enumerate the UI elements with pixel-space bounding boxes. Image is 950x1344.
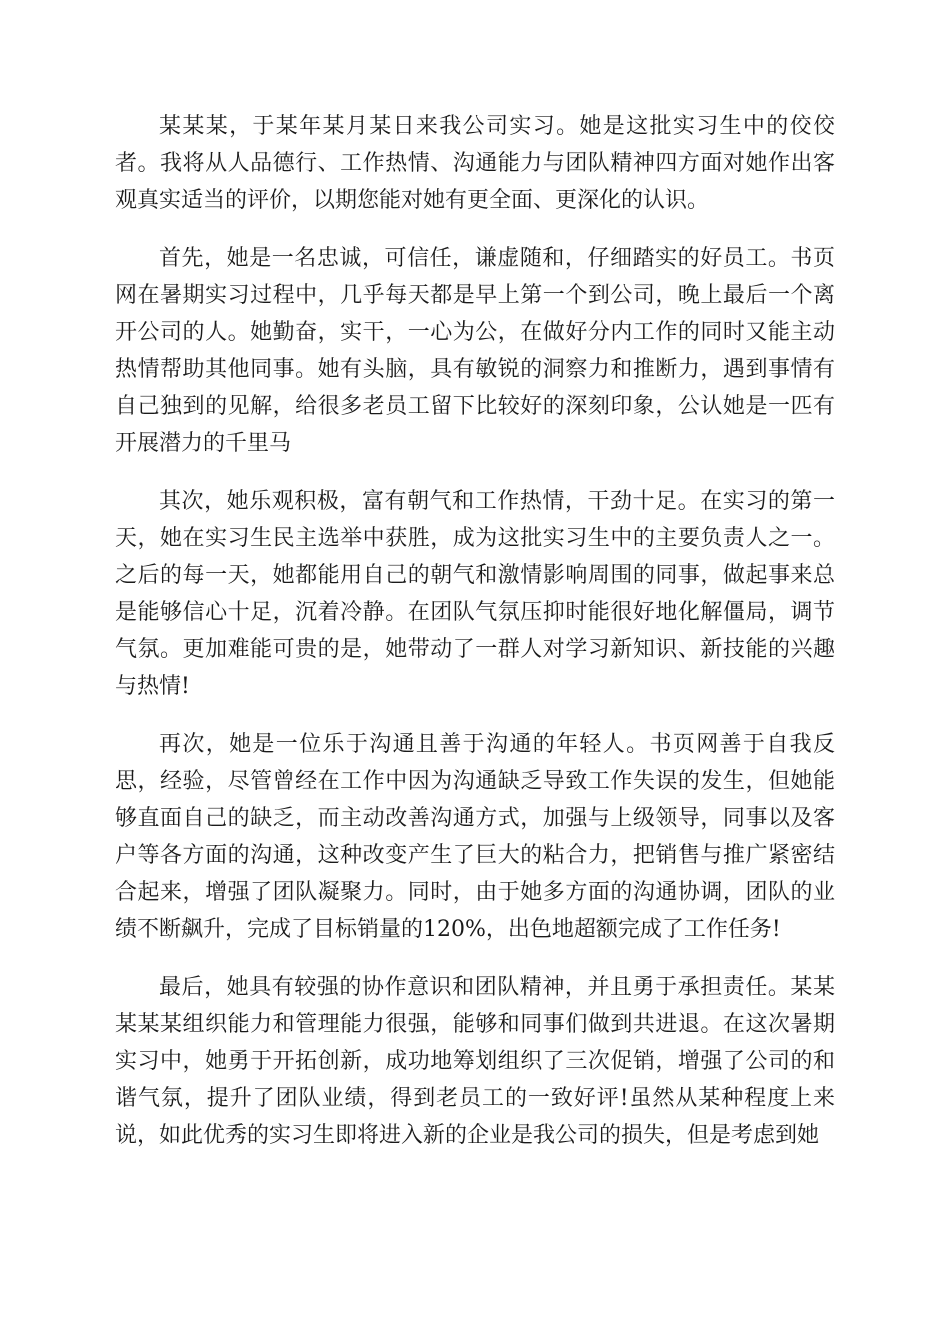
paragraph-second: 其次，她乐观积极，富有朝气和工作热情，干劲十足。在实习的第一天，她在实习生民主选举中获胜，成为这批实习生中的主要负责人之一。之后的每一天，她都能用自己的朝气和激情影响周围的同事，做起事来总是能够信心十足，沉着冷静。在团队气氛压抑时能很好地化解僵局，调节气氛。更加难能可贵的是，她带动了一群人对学习新知识、新技能的兴趣与热情! xyxy=(115,489,835,699)
paragraph-last: 最后，她具有较强的协作意识和团队精神，并且勇于承担责任。某某某某某组织能力和管理能力很强，能够和同事们做到共进退。在这次暑期实习中，她勇于开拓创新，成功地筹划组织了三次促销，增强了公司的和谐气氛，提升了团队业绩，得到老员工的一致好评!虽然从某种程度上来说，如此优秀的实习生即将进入新的企业是我公司的损失，但是考虑到她 xyxy=(115,975,835,1148)
paragraph-first: 首先，她是一名忠诚，可信任，谦虚随和，仔细踏实的好员工。书页网在暑期实习过程中，几乎每天都是早上第一个到公司，晚上最后一个离开公司的人。她勤奋，实干，一心为公，在做好分内工作的同时又能主动热情帮助其他同事。她有头脑，具有敏锐的洞察力和推断力，遇到事情有自己独到的见解，给很多老员工留下比较好的深刻印象，公认她是一匹有开展潜力的千里马 xyxy=(115,246,835,456)
paragraph-intro: 某某某，于某年某月某日来我公司实习。她是这批实习生中的佼佼者。我将从人品德行、工作热情、沟通能力与团队精神四方面对她作出客观真实适当的评价，以期您能对她有更全面、更深化的认识。 xyxy=(115,114,835,213)
document-body xyxy=(115,108,835,1175)
paragraph-third: 再次，她是一位乐于沟通且善于沟通的年轻人。书页网善于自我反思，经验，尽管曾经在工作中因为沟通缺乏导致工作失误的发生，但她能够直面自己的缺乏，而主动改善沟通方式，加强与上级领导，同事以及客户等各方面的沟通，这种改变产生了巨大的粘合力，把销售与推广紧密结合起来，增强了团队凝聚力。同时，由于她多方面的沟通协调，团队的业绩不断飙升，完成了目标销量的120%，出色地超额完成了工作任务! xyxy=(115,732,835,942)
